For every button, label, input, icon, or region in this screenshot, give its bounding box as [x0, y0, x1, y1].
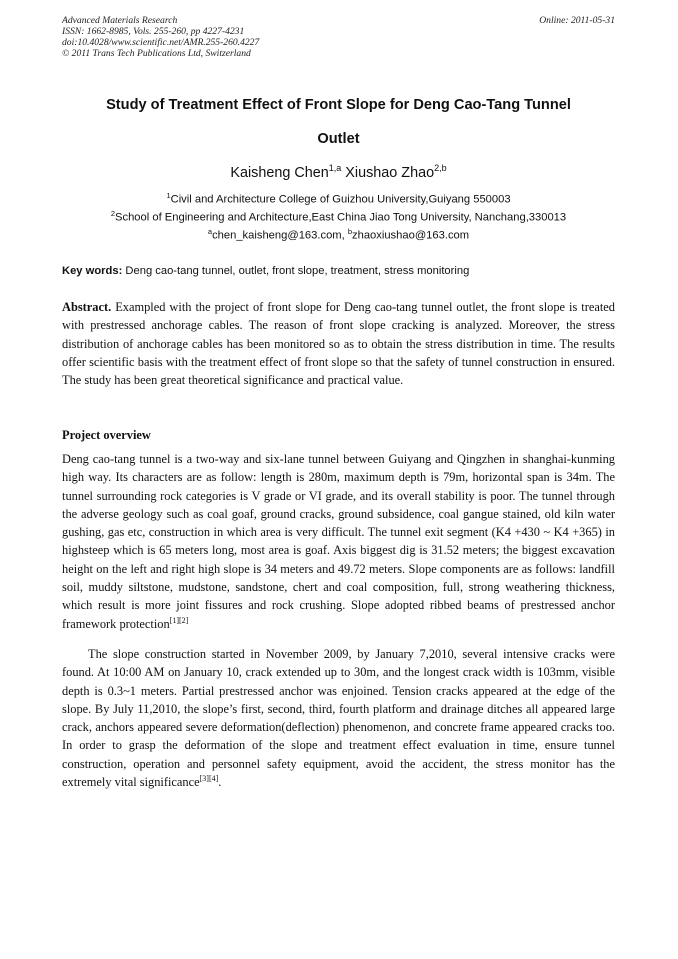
title-line-2: Outlet [317, 131, 360, 147]
email-a-sup: a [207, 227, 213, 236]
paragraph-2-end: . [218, 775, 222, 790]
online-date: Online: 2011-05-31 [539, 15, 615, 26]
citation-1-2: [1][2] [169, 615, 189, 625]
paper-title [62, 88, 615, 156]
abstract [62, 298, 615, 389]
paragraph-1 [62, 450, 615, 633]
keywords [62, 264, 615, 278]
section-heading: Project overview [62, 428, 151, 442]
paragraph-1-text: Deng cao-tang tunnel is a two-way and six-lane tunnel between Guiyang and Qingzhen in shanghai-kunming high way. Its characters are as follow: length is 280m, maximum depth is 79m, horizontal span is 34m. The tunnel surrounding rock categories is V grade or VI grade, and its overall stability is poor. The tunnel through the adverse geology such as coal goaf, ground cracks, ground subsidence, coal gangue stained, old kiln water gushing, gas etc, construction in which area is very difficult. The tunnel exit segment (K4 +430 ~ K4 +365) in highsteep which is 65 meters long, most area is goaf. Axis biggest dig is 31.52 meters; the biggest excavation height on the left and right high slope is 34 meters and 49.72 meters. Slope components are as follows: landfill soil, muddy siltstone, mudstone, sandstone, chert and coal composition, full, strong weathering thickness, which result is more joint fissures and rock crushing. Slope adopted ribbed beams of prestressed anchor framework protection [62, 452, 615, 631]
issn-line: ISSN: 1662-8985, Vols. 255-260, pp 4227-4231 [62, 26, 245, 37]
keywords-text: Deng cao-tang tunnel, outlet, front slope, treatment, stress monitoring [122, 265, 470, 277]
citation-3-4: [3][4] [199, 773, 219, 783]
email-b: zhaoxiushao@163.com [352, 229, 470, 242]
author-emails [62, 225, 615, 243]
author-1-sup: 1,a [328, 163, 342, 173]
email-b-sup: b [347, 227, 352, 236]
affiliation-1-sup: 1 [166, 191, 171, 200]
affiliation-1-text: Civil and Architecture College of Guizhou University,Guiyang 550003 [170, 193, 511, 206]
author-2-name: Xiushao Zhao [341, 164, 435, 181]
abstract-label: Abstract. [62, 300, 112, 314]
copyright-line: © 2011 Trans Tech Publications Ltd, Switzerland [62, 48, 251, 59]
journal-name: Advanced Materials Research [62, 15, 178, 26]
title-line-1: Study of Treatment Effect of Front Slope for Deng Cao-Tang Tunnel [106, 97, 571, 113]
paragraph-2 [62, 645, 615, 791]
email-a: chen_kaisheng@163.com, [212, 229, 348, 242]
affiliation-1 [62, 189, 615, 207]
affiliation-2-sup: 2 [110, 209, 116, 218]
keywords-label: Key words: [62, 265, 123, 277]
paragraph-2-text: The slope construction started in November 2009, by January 7,2010, several intensive cracks were found. At 10:00 AM on January 10, crack extended up to 30m, and the longest crack width is 103mm, visible depth is 0.3~1 meters. Partial prestressed anchor was enjoined. Tension cracks appeared at the edge of the slope. By July 11,2010, the slope’s first, second, third, fourth platform and drainage ditches all appeared large crack, anchors appeared severe deformation(deflection) phenomenon, and concrete frame appeared cracks too. In order to grasp the deformation of the slope and treatment effect evaluation in time, ensure tunnel construction, operation and personnel safety equipment, avoid the accident, the stress monitor has the extremely vital significance [62, 647, 615, 790]
affiliation-2-text: School of Engineering and Architecture,East China Jiao Tong University, Nanchang,330013 [115, 211, 567, 224]
author-list [62, 159, 615, 182]
doi-line: doi:10.4028/www.scientific.net/AMR.255-260.4227 [62, 37, 260, 48]
author-2-sup: 2,b [434, 163, 447, 173]
author-1-name: Kaisheng Chen [230, 164, 329, 181]
abstract-text: Exampled with the project of front slope for Deng cao-tang tunnel outlet, the front slope is treated with prestressed anchorage cables. The reason of front slope cracking is analyzed. Moreover, the stress distribution of anchorage cables has been monitored so as to obtain the stress distribution in time. The results offer scientific basis with the treatment effect of front slope so that the safety of tunnel construction in ensured. The study has been great theoretical significance and practical value. [62, 300, 615, 388]
journal-header [62, 15, 615, 59]
affiliation-2 [62, 207, 615, 225]
